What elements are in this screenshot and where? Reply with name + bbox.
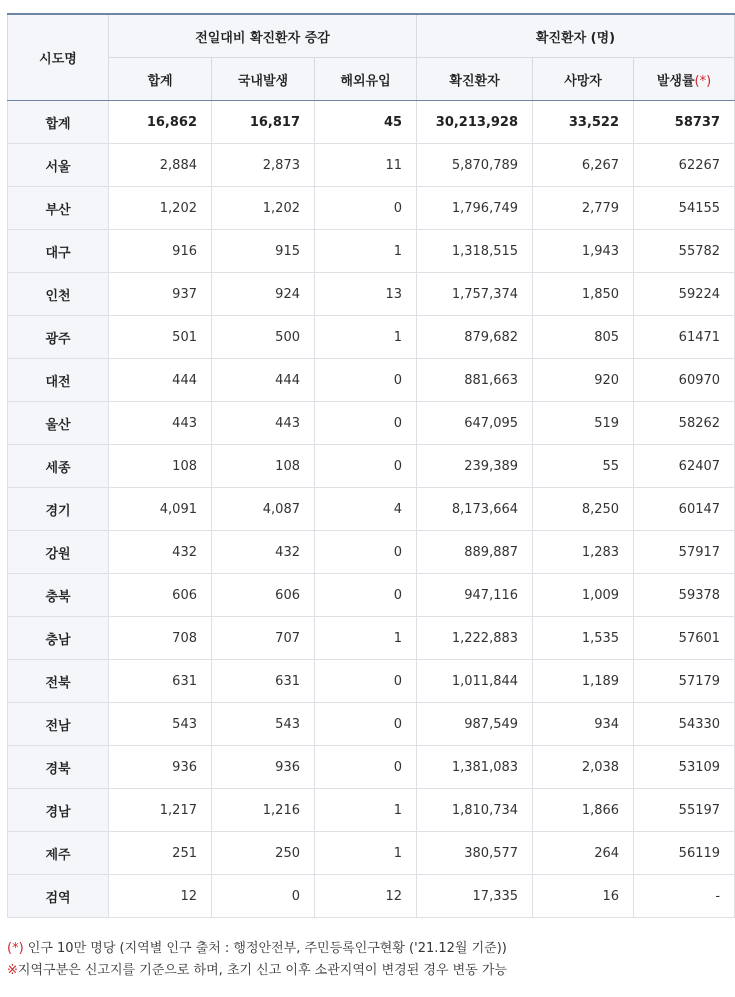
cell-deaths: 8,250 bbox=[533, 488, 634, 531]
cell-total: 543 bbox=[109, 703, 212, 746]
cell-deaths: 1,866 bbox=[533, 789, 634, 832]
table-row bbox=[8, 445, 735, 488]
cell-domestic: 250 bbox=[212, 832, 315, 875]
cell-confirmed: 647,095 bbox=[417, 402, 533, 445]
cell-region: 경기 bbox=[8, 488, 109, 531]
cell-overseas: 0 bbox=[315, 660, 417, 703]
cell-rate: 56119 bbox=[634, 832, 735, 875]
cell-overseas: 4 bbox=[315, 488, 417, 531]
cell-overseas: 13 bbox=[315, 273, 417, 316]
cell-confirmed: 380,577 bbox=[417, 832, 533, 875]
cell-rate: 54330 bbox=[634, 703, 735, 746]
cell-confirmed: 17,335 bbox=[417, 875, 533, 918]
cell-rate: 59378 bbox=[634, 574, 735, 617]
cell-confirmed: 1,318,515 bbox=[417, 230, 533, 273]
cell-confirmed: 987,549 bbox=[417, 703, 533, 746]
header-group-confirmed: 확진환자 (명) bbox=[417, 14, 735, 58]
table-header bbox=[8, 14, 735, 101]
table-row bbox=[8, 273, 735, 316]
cell-confirmed: 1,011,844 bbox=[417, 660, 533, 703]
footnote-population-mark: (*) bbox=[7, 941, 24, 956]
cell-overseas: 1 bbox=[315, 230, 417, 273]
cell-domestic: 4,087 bbox=[212, 488, 315, 531]
footnote-population bbox=[7, 938, 507, 960]
cell-deaths: 805 bbox=[533, 316, 634, 359]
cell-overseas: 1 bbox=[315, 832, 417, 875]
table-row bbox=[8, 574, 735, 617]
cell-domestic: 606 bbox=[212, 574, 315, 617]
cell-overseas: 0 bbox=[315, 531, 417, 574]
cell-rate: 55197 bbox=[634, 789, 735, 832]
cell-total: 916 bbox=[109, 230, 212, 273]
cell-rate: 58737 bbox=[634, 101, 735, 144]
cell-overseas: 1 bbox=[315, 316, 417, 359]
table-row bbox=[8, 488, 735, 531]
cell-deaths: 6,267 bbox=[533, 144, 634, 187]
cell-domestic: 444 bbox=[212, 359, 315, 402]
cell-confirmed: 889,887 bbox=[417, 531, 533, 574]
cell-confirmed: 1,381,083 bbox=[417, 746, 533, 789]
cell-rate: 57917 bbox=[634, 531, 735, 574]
cell-confirmed: 947,116 bbox=[417, 574, 533, 617]
header-total: 합계 bbox=[109, 58, 212, 101]
table-row bbox=[8, 703, 735, 746]
cell-deaths: 1,283 bbox=[533, 531, 634, 574]
cell-region: 경남 bbox=[8, 789, 109, 832]
cell-overseas: 0 bbox=[315, 574, 417, 617]
cell-region: 검역 bbox=[8, 875, 109, 918]
cell-rate: 57601 bbox=[634, 617, 735, 660]
cell-rate: 62407 bbox=[634, 445, 735, 488]
cell-rate: 58262 bbox=[634, 402, 735, 445]
cell-confirmed: 881,663 bbox=[417, 359, 533, 402]
cell-deaths: 934 bbox=[533, 703, 634, 746]
cell-domestic: 631 bbox=[212, 660, 315, 703]
cell-deaths: 1,009 bbox=[533, 574, 634, 617]
cell-total: 1,202 bbox=[109, 187, 212, 230]
cell-total: 251 bbox=[109, 832, 212, 875]
cell-deaths: 920 bbox=[533, 359, 634, 402]
cell-overseas: 11 bbox=[315, 144, 417, 187]
cell-domestic: 16,817 bbox=[212, 101, 315, 144]
cell-region: 전남 bbox=[8, 703, 109, 746]
footnote-population-text: 인구 10만 명당 (지역별 인구 출처 : 행정안전부, 주민등록인구현황 ('21.12월 기준)) bbox=[23, 941, 507, 956]
cell-domestic: 936 bbox=[212, 746, 315, 789]
cell-overseas: 12 bbox=[315, 875, 417, 918]
cell-rate: 53109 bbox=[634, 746, 735, 789]
table-row bbox=[8, 187, 735, 230]
cell-deaths: 519 bbox=[533, 402, 634, 445]
cell-overseas: 0 bbox=[315, 445, 417, 488]
table-row bbox=[8, 230, 735, 273]
cell-overseas: 45 bbox=[315, 101, 417, 144]
table-row-total bbox=[8, 101, 735, 144]
table-row bbox=[8, 875, 735, 918]
cell-deaths: 16 bbox=[533, 875, 634, 918]
table-row bbox=[8, 316, 735, 359]
cell-total: 12 bbox=[109, 875, 212, 918]
cell-region: 경북 bbox=[8, 746, 109, 789]
cell-region: 전북 bbox=[8, 660, 109, 703]
cell-total: 4,091 bbox=[109, 488, 212, 531]
cell-deaths: 1,850 bbox=[533, 273, 634, 316]
cell-deaths: 33,522 bbox=[533, 101, 634, 144]
cell-deaths: 1,943 bbox=[533, 230, 634, 273]
header-confirmed: 확진환자 bbox=[417, 58, 533, 101]
cell-region: 광주 bbox=[8, 316, 109, 359]
cell-rate: 60970 bbox=[634, 359, 735, 402]
cell-region: 충북 bbox=[8, 574, 109, 617]
cell-total: 606 bbox=[109, 574, 212, 617]
cell-region: 울산 bbox=[8, 402, 109, 445]
cell-rate: 61471 bbox=[634, 316, 735, 359]
cell-total: 936 bbox=[109, 746, 212, 789]
cell-region: 합계 bbox=[8, 101, 109, 144]
header-group-change: 전일대비 확진환자 증감 bbox=[109, 14, 417, 58]
header-deaths: 사망자 bbox=[533, 58, 634, 101]
covid-stats-table bbox=[7, 13, 735, 918]
cell-total: 937 bbox=[109, 273, 212, 316]
table-body bbox=[8, 101, 735, 918]
cell-region: 인천 bbox=[8, 273, 109, 316]
cell-total: 501 bbox=[109, 316, 212, 359]
cell-domestic: 0 bbox=[212, 875, 315, 918]
cell-confirmed: 1,796,749 bbox=[417, 187, 533, 230]
cell-confirmed: 1,810,734 bbox=[417, 789, 533, 832]
table-row bbox=[8, 144, 735, 187]
cell-deaths: 55 bbox=[533, 445, 634, 488]
table-row bbox=[8, 531, 735, 574]
cell-domestic: 915 bbox=[212, 230, 315, 273]
cell-total: 432 bbox=[109, 531, 212, 574]
cell-domestic: 707 bbox=[212, 617, 315, 660]
header-rate bbox=[634, 58, 735, 101]
cell-confirmed: 879,682 bbox=[417, 316, 533, 359]
header-overseas: 해외유입 bbox=[315, 58, 417, 101]
cell-total: 16,862 bbox=[109, 101, 212, 144]
table-row bbox=[8, 746, 735, 789]
cell-overseas: 0 bbox=[315, 746, 417, 789]
cell-confirmed: 1,757,374 bbox=[417, 273, 533, 316]
cell-total: 631 bbox=[109, 660, 212, 703]
cell-deaths: 1,535 bbox=[533, 617, 634, 660]
cell-region: 세종 bbox=[8, 445, 109, 488]
cell-region: 부산 bbox=[8, 187, 109, 230]
cell-overseas: 0 bbox=[315, 359, 417, 402]
cell-deaths: 2,038 bbox=[533, 746, 634, 789]
cell-domestic: 443 bbox=[212, 402, 315, 445]
cell-deaths: 1,189 bbox=[533, 660, 634, 703]
cell-total: 444 bbox=[109, 359, 212, 402]
header-domestic: 국내발생 bbox=[212, 58, 315, 101]
footnote-region bbox=[7, 960, 507, 982]
cell-rate: 54155 bbox=[634, 187, 735, 230]
cell-region: 서울 bbox=[8, 144, 109, 187]
header-rate-label: 발생률 bbox=[656, 73, 695, 89]
cell-confirmed: 239,389 bbox=[417, 445, 533, 488]
cell-domestic: 1,202 bbox=[212, 187, 315, 230]
cell-overseas: 0 bbox=[315, 402, 417, 445]
cell-rate: 60147 bbox=[634, 488, 735, 531]
cell-region: 대구 bbox=[8, 230, 109, 273]
cell-region: 제주 bbox=[8, 832, 109, 875]
cell-deaths: 264 bbox=[533, 832, 634, 875]
cell-confirmed: 5,870,789 bbox=[417, 144, 533, 187]
cell-overseas: 0 bbox=[315, 703, 417, 746]
table-row bbox=[8, 789, 735, 832]
cell-confirmed: 30,213,928 bbox=[417, 101, 533, 144]
cell-total: 108 bbox=[109, 445, 212, 488]
table-row bbox=[8, 660, 735, 703]
table-row bbox=[8, 617, 735, 660]
cell-total: 2,884 bbox=[109, 144, 212, 187]
cell-domestic: 108 bbox=[212, 445, 315, 488]
cell-overseas: 1 bbox=[315, 789, 417, 832]
cell-domestic: 543 bbox=[212, 703, 315, 746]
table-row bbox=[8, 402, 735, 445]
footnote-region-text: 지역구분은 신고지를 기준으로 하며, 초기 신고 이후 소관지역이 변경된 경우 변동 가능 bbox=[17, 963, 508, 978]
cell-deaths: 2,779 bbox=[533, 187, 634, 230]
cell-total: 708 bbox=[109, 617, 212, 660]
cell-region: 대전 bbox=[8, 359, 109, 402]
cell-confirmed: 1,222,883 bbox=[417, 617, 533, 660]
footnote-region-mark: ※ bbox=[7, 963, 18, 978]
table-row bbox=[8, 359, 735, 402]
cell-overseas: 1 bbox=[315, 617, 417, 660]
cell-domestic: 500 bbox=[212, 316, 315, 359]
table-row bbox=[8, 832, 735, 875]
cell-total: 443 bbox=[109, 402, 212, 445]
footnotes bbox=[7, 938, 507, 982]
cell-domestic: 2,873 bbox=[212, 144, 315, 187]
header-region: 시도명 bbox=[8, 14, 109, 101]
cell-region: 강원 bbox=[8, 531, 109, 574]
cell-total: 1,217 bbox=[109, 789, 212, 832]
cell-rate: - bbox=[634, 875, 735, 918]
cell-overseas: 0 bbox=[315, 187, 417, 230]
cell-domestic: 924 bbox=[212, 273, 315, 316]
cell-rate: 57179 bbox=[634, 660, 735, 703]
header-rate-mark: (*) bbox=[694, 73, 712, 89]
cell-rate: 59224 bbox=[634, 273, 735, 316]
cell-domestic: 432 bbox=[212, 531, 315, 574]
cell-region: 충남 bbox=[8, 617, 109, 660]
cell-domestic: 1,216 bbox=[212, 789, 315, 832]
cell-rate: 55782 bbox=[634, 230, 735, 273]
cell-rate: 62267 bbox=[634, 144, 735, 187]
cell-confirmed: 8,173,664 bbox=[417, 488, 533, 531]
